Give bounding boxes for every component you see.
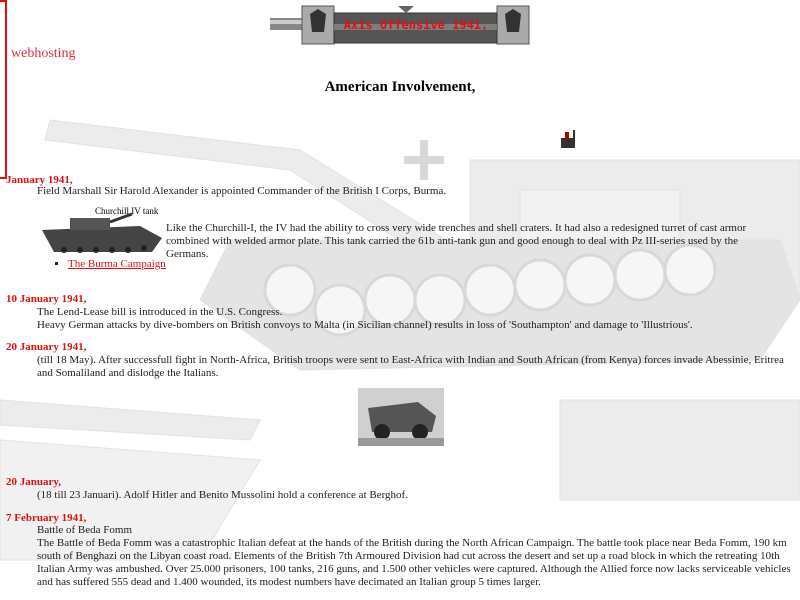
banner-title: Axis Offensive 1941, — [343, 18, 489, 32]
entry-date: 7 February 1941, — [6, 512, 87, 524]
churchill-description: Like the Churchill-I, the IV had the ability to cross very wide trenches and shell craters. It had also a redesigned turret of cast armor combined with welded armor plate. This tank carried the 61b anti-tank gun and good enough to deal with Pz III-series used by the Germans. — [166, 222, 747, 260]
header-banner — [270, 4, 532, 46]
link-list — [30, 258, 166, 270]
entry-text: Field Marshall Sir Harold Alexander is appointed Commander of the British I Corps, Burma. — [37, 185, 447, 197]
entry-text: (till 18 May). After successfull fight in North-Africa, British troops were sent to East-Africa with Indian and South African (from Kenya) forces invade Abessinie, Eritrea and Somaliland and dislodge the Italians. — [37, 354, 784, 379]
entry-date: 10 January 1941, — [6, 293, 87, 305]
entry-date: 20 January 1941, — [6, 341, 87, 353]
entry-text — [37, 524, 797, 589]
burma-campaign-link[interactable]: The Burma Campaign — [68, 258, 166, 270]
entry-line: Battle of Beda Fomm — [37, 524, 133, 536]
webhosting-link[interactable]: webhosting — [11, 46, 76, 61]
entry-line: Heavy German attacks by dive-bombers on British convoys to Malta (in Sicilian channel) results in loss of 'Southampton' and damage to 'Illustrious'. — [37, 319, 693, 331]
image-caption: Churchill IV tank — [95, 206, 159, 216]
churchill-tank-image — [40, 208, 168, 258]
page-title: American Involvement, — [324, 79, 476, 95]
entry-date: January 1941, — [6, 174, 73, 186]
entry-line: The Lend-Lease bill is introduced in the U.S. Congress. — [37, 306, 283, 318]
entry-date: 20 January, — [6, 476, 62, 488]
entry-text — [37, 306, 797, 332]
small-tank-icon — [559, 128, 577, 152]
wrecked-vehicle-photo — [358, 388, 444, 446]
entry-text: (18 till 23 Januari). Adolf Hitler and Benito Mussolini hold a conference at Berghof. — [37, 489, 408, 501]
entry-line: The Battle of Beda Fomm was a catastrophic Italian defeat at the hands of the British during the North African Campaign. The battle took place near Beda Fomm, 190 km south of Benghazi on the Libyan coast road. Elements of the British 7th Armoured Division had cut across the desert and set up a road block in which the retreating 10th Italian Army was ambushed. Over 25.000 prisoners, 100 tanks, 216 guns, and 1.500 other vehicles were captured. Although the Allied force now lacks serviceable vehicles and has suffered 555 dead and 1.400 wounded, its modest numbers have decimated an Italian group 5 times larger. — [37, 537, 791, 588]
